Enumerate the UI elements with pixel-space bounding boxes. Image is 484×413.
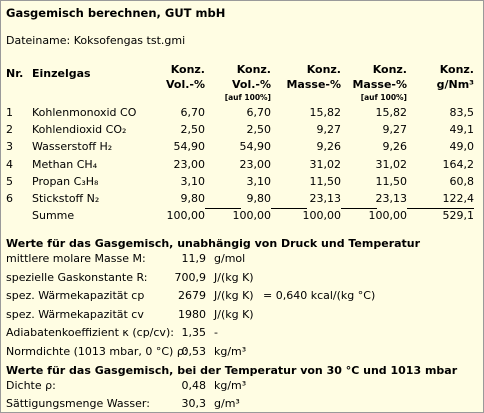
cell-gnm: 60,8 [449, 174, 474, 188]
cell-gnm: 49,1 [449, 123, 474, 137]
row-number: 4 [6, 157, 13, 171]
sum-mass100: 100,00 [368, 209, 407, 223]
cell-vol: 23,00 [173, 157, 205, 171]
cell-vol: 6,70 [180, 106, 205, 119]
value-label: Dichte ρ: [6, 379, 56, 392]
row-number: 1 [6, 106, 13, 119]
gas-name: Stickstoff N₂ [32, 192, 100, 205]
sum-gnm: 529,1 [442, 209, 474, 223]
value-label: spez. Wärmekapazität cv [6, 307, 144, 321]
cell-mass: 11,50 [309, 174, 341, 188]
cell-vol100: 6,70 [246, 106, 271, 119]
filename-value: Koksofengas tst.gmi [73, 34, 186, 47]
cell-mass100: 31,02 [375, 157, 407, 171]
header-gnm-unit: g/Nm³ [436, 78, 474, 91]
value-unit: J/(kg K) [214, 289, 254, 302]
value-number: 30,3 [181, 397, 206, 410]
section2-title: Werte für das Gasgemisch, bei der Temperatur von 30 °C und 1013 mbar [6, 364, 458, 377]
cell-vol: 3,10 [180, 174, 205, 188]
value-extra: = 0,640 kcal/(kg °C) [263, 289, 376, 302]
header-vol: Konz. [170, 63, 205, 76]
value-unit: J/(kg K) [214, 270, 254, 284]
value-unit: g/m³ [214, 397, 240, 410]
page-title: Gasgemisch berechnen, GUT mbH [6, 6, 226, 20]
value-number: 0,48 [181, 379, 206, 392]
cell-vol100: 2,50 [246, 123, 271, 137]
cell-vol100: 54,90 [239, 140, 271, 154]
cell-vol100: 3,10 [246, 174, 271, 188]
value-unit: g/mol [214, 252, 246, 265]
gas-name: Kohlenmonoxid CO [32, 106, 137, 119]
cell-mass: 9,26 [316, 140, 341, 154]
value-label: Sättigungsmenge Wasser: [6, 397, 150, 410]
filename-row [6, 34, 185, 47]
cell-vol: 54,90 [173, 140, 205, 154]
gas-name: Methan CH₄ [32, 157, 98, 171]
cell-mass100: 9,27 [382, 123, 407, 137]
value-label: spezielle Gaskonstante R: [6, 270, 148, 284]
sum-mass: 100,00 [302, 209, 341, 223]
cell-mass100: 15,82 [375, 106, 407, 119]
value-number: 1980 [178, 307, 206, 321]
cell-vol100: 23,00 [239, 157, 271, 171]
value-number: 700,9 [174, 270, 206, 284]
header-vol-unit: Vol.-% [165, 78, 205, 91]
row-number: 5 [6, 174, 13, 188]
cell-gnm: 83,5 [449, 106, 474, 119]
value-unit: J/(kg K) [214, 307, 254, 321]
row-number: 3 [6, 140, 13, 154]
cell-gnm: 164,2 [442, 157, 474, 171]
cell-mass100: 11,50 [375, 174, 407, 188]
gas-name: Kohlendioxid CO₂ [32, 123, 127, 137]
cell-gnm: 49,0 [449, 140, 474, 154]
value-unit: kg/m³ [214, 379, 247, 392]
header-vol100: Konz. [236, 63, 271, 76]
value-number: 11,9 [181, 252, 206, 265]
header-mass100-note: [auf 100%] [360, 93, 407, 102]
filename-label: Dateiname: [6, 34, 71, 47]
header-mass100-unit: Masse-% [352, 78, 407, 91]
header-gas: Einzelgas [32, 67, 91, 80]
cell-gnm: 122,4 [442, 192, 474, 205]
value-label: Adiabatenkoeffizient κ (cp/cv): [6, 326, 174, 339]
value-number: 2679 [178, 289, 206, 302]
value-label: Normdichte (1013 mbar, 0 °C) ρ: [6, 344, 188, 358]
gas-name: Propan C₃H₈ [32, 174, 99, 188]
header-mass: Konz. [306, 63, 341, 76]
header-vol100-unit: Vol.-% [231, 78, 271, 91]
header-vol100-note: [auf 100%] [224, 93, 271, 102]
row-number: 6 [6, 192, 13, 205]
header-mass-unit: Masse-% [286, 78, 341, 91]
section1-title: Werte für das Gasgemisch, unabhängig von Druck und Temperatur [6, 237, 421, 250]
header-mass100: Konz. [372, 63, 407, 76]
value-unit: - [214, 326, 218, 339]
header-gnm: Konz. [439, 63, 474, 76]
sum-vol100: 100,00 [232, 209, 271, 223]
cell-mass: 31,02 [309, 157, 341, 171]
cell-vol100: 9,80 [246, 192, 271, 205]
cell-mass100: 9,26 [382, 140, 407, 154]
cell-mass: 9,27 [316, 123, 341, 137]
value-label: mittlere molare Masse M: [6, 252, 146, 265]
cell-mass: 23,13 [309, 192, 341, 205]
value-unit: kg/m³ [214, 344, 247, 358]
gas-name: Wasserstoff H₂ [32, 140, 113, 154]
value-number: 0,53 [181, 344, 206, 358]
cell-vol: 2,50 [180, 123, 205, 137]
sum-label: Summe [32, 209, 75, 223]
cell-vol: 9,80 [180, 192, 205, 205]
cell-mass100: 23,13 [375, 192, 407, 205]
cell-mass: 15,82 [309, 106, 341, 119]
row-number: 2 [6, 123, 13, 137]
value-number: 1,35 [181, 326, 206, 339]
value-label: spez. Wärmekapazität cp [6, 289, 145, 302]
header-nr: Nr. [6, 67, 24, 80]
sum-vol: 100,00 [166, 209, 205, 223]
